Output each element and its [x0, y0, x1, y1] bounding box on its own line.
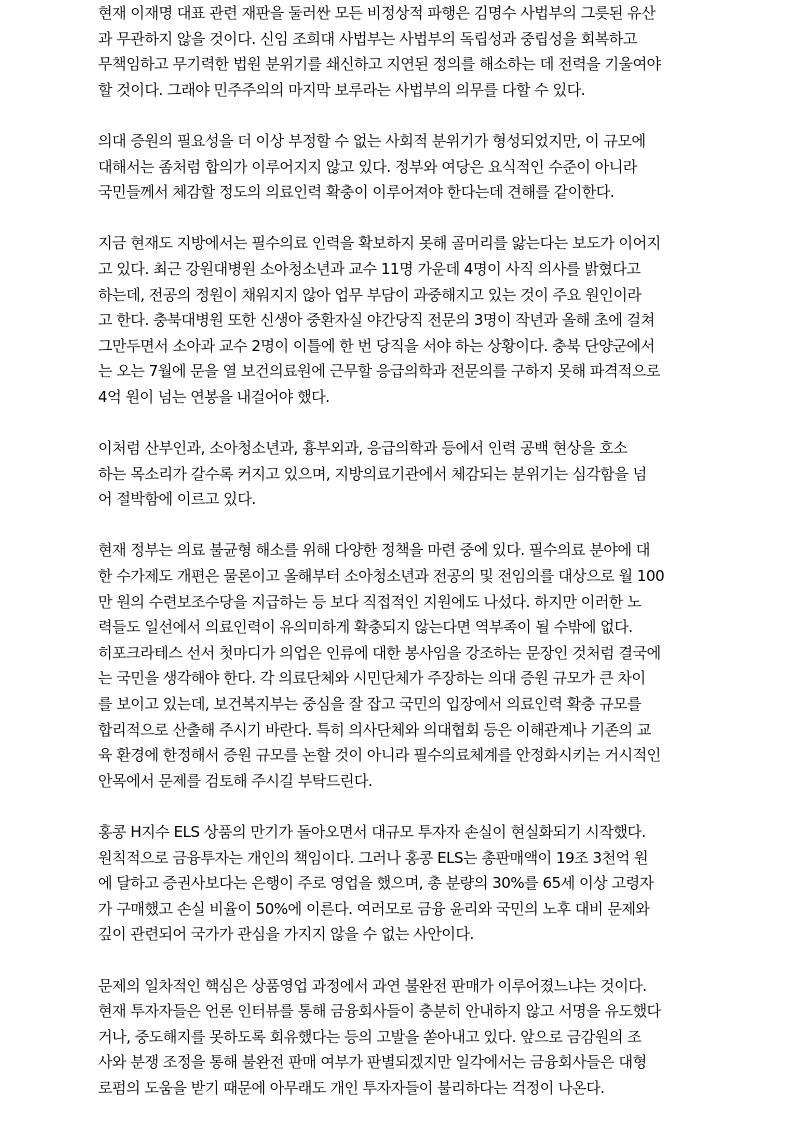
text-line: 이처럼 산부인과, 소아청소년과, 흉부외과, 응급의학과 등에서 인력 공백 현상을 호소	[98, 439, 628, 458]
text-line: 대해서는 좀처럼 합의가 이루어지지 않고 있다. 정부와 여당은 요식적인 수준이 아니라	[98, 157, 637, 176]
text-line: 의대 증원의 필요성을 더 이상 부정할 수 없는 사회적 분위기가 형성되었지만, 이 규모에	[98, 131, 646, 150]
paragraph	[98, 231, 698, 410]
text-line: 문제의 일차적인 핵심은 상품영업 과정에서 과연 불완전 판매가 이루어졌느냐는 것이다.	[98, 976, 647, 995]
text-line: 홍콩 H지수 ELS 상품의 만기가 돌아오면서 대규모 투자자 손실이 현실화되기 시작했다.	[98, 823, 646, 841]
paragraph	[98, 820, 698, 948]
paragraph	[98, 129, 698, 206]
paragraph-gap	[98, 794, 698, 820]
text-line: 합리적으로 산출해 주시기 바란다. 특히 의사단체와 의대협회 등은 이해관계나 기존의 교	[98, 720, 651, 739]
text-line: 한 수가제도 개편은 물론이고 올해부터 소아청소년과 전공의 및 전임의를 대상으로 월 100	[98, 567, 665, 586]
paragraph-gap	[98, 948, 698, 974]
paragraph	[98, 436, 698, 513]
text-line: 그만두면서 소아과 교수 2명이 이틀에 한 번 당직을 서야 하는 상황이다. 충북 단양군에서	[98, 336, 655, 355]
text-line: 거나, 중도해지를 못하도록 회유했다는 등의 고발을 쏟아내고 있다. 앞으로 금감원의 조	[98, 1027, 642, 1046]
text-line: 만 원의 수련보조수당을 지급하는 등 보다 직접적인 지원에도 나섰다. 하지만 이러한 노	[98, 592, 642, 611]
text-line: 히포크라테스 선서 첫마디가 의업은 인류에 대한 봉사임을 강조하는 문장인 것처럼 결국에	[98, 643, 661, 662]
text-line: 를 보이고 있는데, 보건복지부는 중심을 잘 잡고 국민의 입장에서 의료인력 확충 규모를	[98, 695, 642, 714]
text-line: 가 구매했고 손실 비율이 50%에 이른다. 여러모로 금융 윤리와 국민의 노후 대비 문제와	[98, 899, 650, 918]
paragraph-gap	[98, 103, 698, 129]
paragraph	[98, 974, 698, 1102]
text-line: 현재 이재명 대표 관련 재판을 둘러싼 모든 비정상적 파행은 김명수 사법부의 그릇된 유산	[98, 4, 656, 22]
paragraph-gap	[98, 206, 698, 232]
text-line: 무책임하고 무기력한 법원 분위기를 쇄신하고 지연된 정의를 해소하는 데 전력을 기울여야	[98, 55, 661, 74]
text-line: 안목에서 문제를 검토해 주시길 부탁드린다.	[98, 771, 373, 790]
text-line: 는 국민을 생각해야 한다. 각 의료단체와 시민단체가 주장하는 의대 증원 규모가 큰 차이	[98, 669, 646, 688]
paragraph	[98, 1, 698, 103]
text-line: 고 있다. 최근 강원대병원 소아청소년과 교수 11명 가운데 4명이 사직 의사를 밝혔다고	[98, 259, 641, 278]
text-line: 지금 현재도 지방에서는 필수의료 인력을 확보하지 못해 골머리를 앓는다는 보도가 이어지	[98, 234, 661, 253]
text-line: 사와 분쟁 조정을 통해 불완전 판매 여부가 판별되겠지만 일각에서는 금융회사들은 대형	[98, 1053, 647, 1072]
text-line: 국민들께서 체감할 정도의 의료인력 확충이 이루어져야 한다는데 견해를 같이한다.	[98, 183, 615, 202]
text-line: 하는데, 전공의 정원이 채워지지 않아 업무 부담이 과중해지고 있는 것이 주요 원인이라	[98, 285, 642, 304]
text-line: 육 환경에 한정해서 증원 규모를 논할 것이 아니라 필수의료체계를 안정화시키는 거시적인	[98, 746, 661, 765]
text-line: 현재 투자자들은 언론 인터뷰를 통해 금융회사들이 충분히 안내하지 않고 서명을 유도했다	[98, 1002, 661, 1021]
document-page	[98, 1, 698, 1102]
text-line: 4억 원이 넘는 연봉을 내걸어야 했다.	[98, 387, 330, 406]
text-line: 에 달하고 증권사보다는 은행이 주로 영업을 했으며, 총 분량의 30%를 65세 이상 고령자	[98, 874, 654, 893]
text-line: 하는 목소리가 갈수록 커지고 있으며, 지방의료기관에서 체감되는 분위기는 심각함을 넘	[98, 464, 647, 483]
text-line: 로펌의 도움을 받기 때문에 아무래도 개인 투자자들이 불리하다는 걱정이 나온다.	[98, 1078, 605, 1097]
text-line: 현재 정부는 의료 불균형 해소를 위해 다양한 정책을 마련 중에 있다. 필수의료 분야에 대	[98, 541, 650, 560]
text-line: 원칙적으로 금융투자는 개인의 책임이다. 그러나 홍콩 ELS는 총판매액이 19조 3천억 원	[98, 848, 649, 867]
text-line: 할 것이다. 그래야 민주주의의 마지막 보루라는 사법부의 의무를 다할 수 있다.	[98, 80, 586, 99]
text-line: 고 한다. 충북대병원 또한 신생아 중환자실 야간당직 전문의 3명이 작년과 올해 초에 걸쳐	[98, 311, 655, 330]
text-line: 과 무관하지 않을 것이다. 신임 조희대 사법부는 사법부의 독립성과 중립성을 회복하고	[98, 29, 637, 48]
text-line: 어 절박함에 이르고 있다.	[98, 490, 256, 509]
paragraph-gap	[98, 513, 698, 539]
text-line: 력들도 일선에서 의료인력이 유의미하게 확충되지 않는다면 역부족이 될 수밖에 없다.	[98, 618, 633, 637]
text-line: 깊이 관련되어 국가가 관심을 가지지 않을 수 없는 사안이다.	[98, 925, 474, 944]
paragraph-gap	[98, 411, 698, 437]
paragraph	[98, 538, 698, 794]
text-line: 는 오는 7월에 문을 열 보건의료원에 근무할 응급의학과 전문의를 구하지 못해 파격적으로	[98, 362, 661, 381]
